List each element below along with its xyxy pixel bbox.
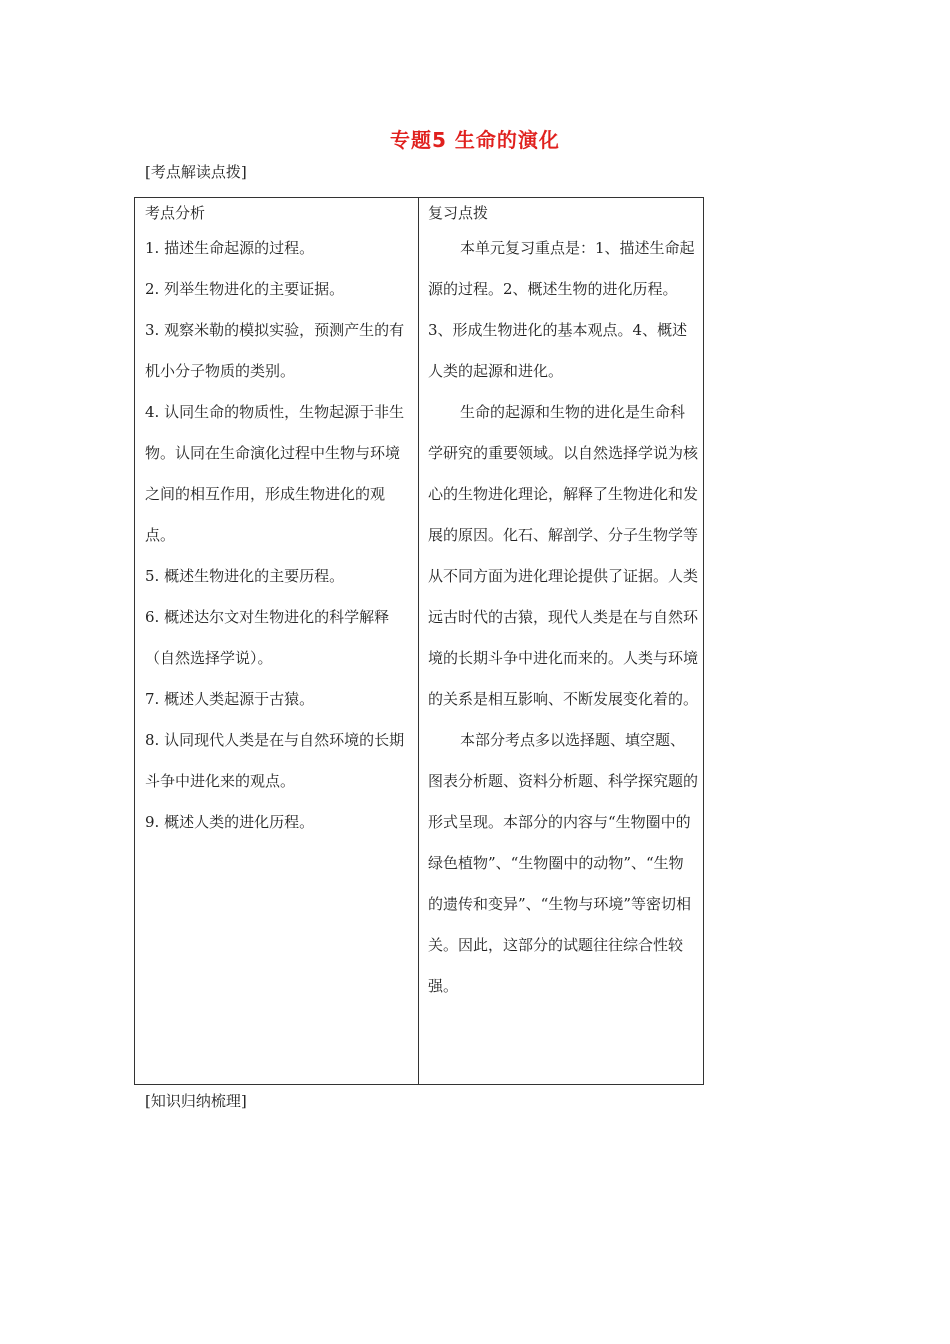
- exam-point-item: 2. 列举生物进化的主要证据。: [145, 280, 345, 298]
- exam-point-item: 5. 概述生物进化的主要历程。: [145, 567, 345, 585]
- column-divider: [418, 198, 419, 1084]
- exam-point-item: 3. 观察米勒的模拟实验，预测产生的有机小分子物质的类别。: [145, 321, 405, 380]
- section-label-exam-points: [考点解读点拨]: [145, 163, 247, 181]
- review-tips-header: 复习点拨: [428, 204, 489, 222]
- exam-point-item: 7. 概述人类起源于古猿。: [145, 690, 315, 708]
- page-title: 专题5 生命的演化: [390, 128, 560, 152]
- review-paragraph: 生命的起源和生物的进化是生命科学研究的重要领域。以自然选择学说为核心的生物进化理论，解释了生物进化和发展的原因。化石、解剖学、分子生物学等从不同方面为进化理论提供了证据。人类远古时代的古猿，现代人类是在与自然环境的长期斗争中进化而来的。人类与环境的关系是相互影响、不断发展变化着的。: [428, 403, 699, 708]
- exam-point-item: 8. 认同现代人类是在与自然环境的长期斗争中进化来的观点。: [145, 731, 405, 790]
- review-tips-column: [428, 198, 698, 1007]
- exam-analysis-column: [145, 198, 411, 843]
- exam-analysis-header: 考点分析: [145, 204, 206, 222]
- exam-point-item: 4. 认同生命的物质性，生物起源于非生物。认同在生命演化过程中生物与环境之间的相互作用，形成生物进化的观点。: [145, 403, 405, 544]
- exam-point-item: 6. 概述达尔文对生物进化的科学解释（自然选择学说）。: [145, 608, 390, 667]
- section-label-knowledge-summary: [知识归纳梳理]: [145, 1092, 247, 1110]
- review-paragraph: 本部分考点多以选择题、填空题、图表分析题、资料分析题、科学探究题的形式呈现。本部分的内容与“生物圈中的绿色植物”、“生物圈中的动物”、“生物的遗传和变异”、“生物与环境”等密切相关。因此，这部分的试题往往综合性较强。: [428, 731, 699, 995]
- review-paragraph: 本单元复习重点是：1、描述生命起源的过程。2、概述生物的进化历程。3、形成生物进化的基本观点。4、概述人类的起源和进化。: [428, 239, 695, 380]
- exam-point-item: 1. 描述生命起源的过程。: [145, 239, 315, 257]
- content-table: [134, 197, 704, 1085]
- exam-point-item: 9. 概述人类的进化历程。: [145, 813, 315, 831]
